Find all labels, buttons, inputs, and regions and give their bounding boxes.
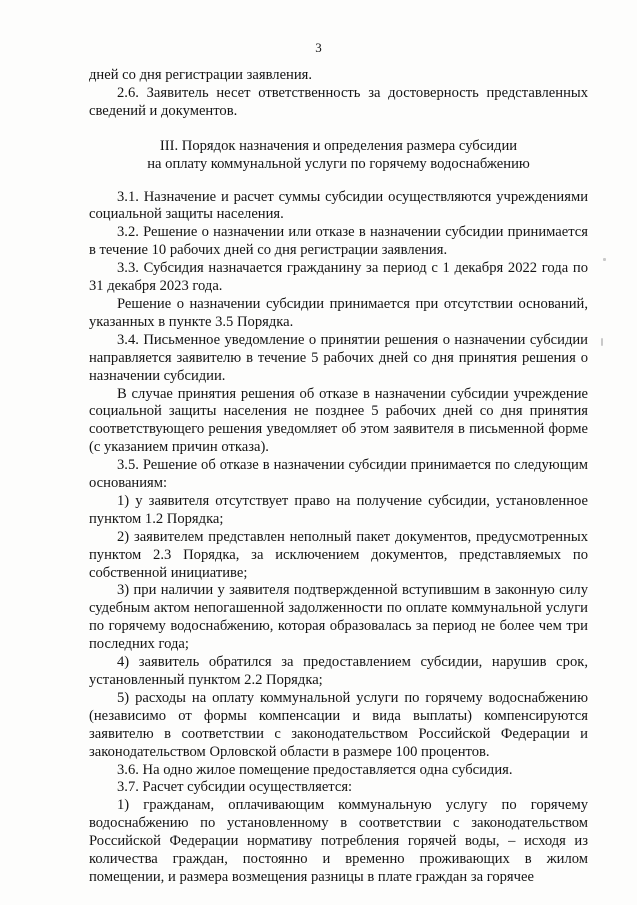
section-heading-line-1: III. Порядок назначения и определения размера субсидии [159, 137, 518, 154]
section-heading [89, 138, 588, 174]
list-item-4: 4) заявитель обратился за предоставлением субсидии, нарушив срок, установленный пунктом 2.2 Порядка; [89, 654, 588, 688]
list-item-3: 3) при наличии у заявителя подтвержденной вступившим в законную силу судебным актом непогашенной задолженности по оплате коммунальной услуги по горячему водоснабжению, которая образовалась за период не более чем три последних года; [89, 582, 588, 653]
paragraph-3-7: 3.7. Расчет субсидии осуществляется: [117, 779, 353, 796]
page-number: 3 [315, 40, 322, 55]
paragraph-3-4-refusal: В случае принятия решения об отказе в назначении субсидии учреждение социальной защиты населения не позднее 5 рабочих дней со дня принятия соответствующего решения уведомляет об этом заявителя в письменной форме (с указанием причин отказа). [89, 385, 588, 456]
paragraph-3-6: 3.6. На одно жилое помещение предоставляется одна субсидия. [117, 761, 513, 778]
paragraph-3-2: 3.2. Решение о назначении или отказе в назначении субсидии принимается в течение 10 рабочих дней со дня регистрации заявления. [89, 224, 588, 259]
list-item-5: 5) расходы на оплату коммунальной услуги по горячему водоснабжению (независимо от формы компенсации и вида выплаты) компенсируются заявителю в соответствии с законодательством Российской Федерации и законодательством Орловской области в размере 100 процентов. [89, 689, 588, 760]
paragraph-3-1: 3.1. Назначение и расчет суммы субсидии осуществляются учреждениями социальной защиты населения. [89, 188, 588, 223]
list-item-2: 2) заявителем представлен неполный пакет документов, предусмотренных пунктом 2.3 Порядка, за исключением документов, представляемых по собственной инициативе; [89, 528, 588, 581]
list-item-1: 1) у заявителя отсутствует право на получение субсидии, установленное пунктом 1.2 Порядка; [89, 492, 588, 527]
calculation-item-1: 1) гражданам, оплачивающим коммунальную услугу по горячему водоснабжению по установленному в соответствии с законодательством Российской Федерации нормативу потребления горячей воды, – исходя из количества граждан, постоянно и временно проживающих в жилом помещении, и размера возмещения разницы в плате граждан за горячее [89, 797, 588, 885]
paragraph-3-3: 3.3. Субсидия назначается гражданину за период с 1 декабря 2022 года по 31 декабря 2023 года. [89, 260, 588, 295]
paragraph-continuation: дней со дня регистрации заявления. [89, 67, 313, 83]
paragraph-2-6: 2.6. Заявитель несет ответственность за достоверность представленных сведений и документов. [89, 84, 588, 119]
paragraph-3-3-decision: Решение о назначении субсидии принимается при отсутствии оснований, указанных в пункте 3.5 Порядка. [89, 295, 588, 330]
scan-speck [603, 258, 606, 261]
paragraph-3-5: 3.5. Решение об отказе в назначении субсидии принимается по следующим основаниям: [89, 457, 588, 492]
document-body [89, 67, 588, 887]
scan-speck [601, 338, 603, 346]
section-heading-line-2: на оплату коммунальной услуги по горячему водоснабжению [147, 155, 530, 172]
paragraph-3-4: 3.4. Письменное уведомление о принятии решения о назначении субсидии направляется заявителю в течение 5 рабочих дней со дня принятия решения о назначении субсидии. [89, 331, 588, 384]
